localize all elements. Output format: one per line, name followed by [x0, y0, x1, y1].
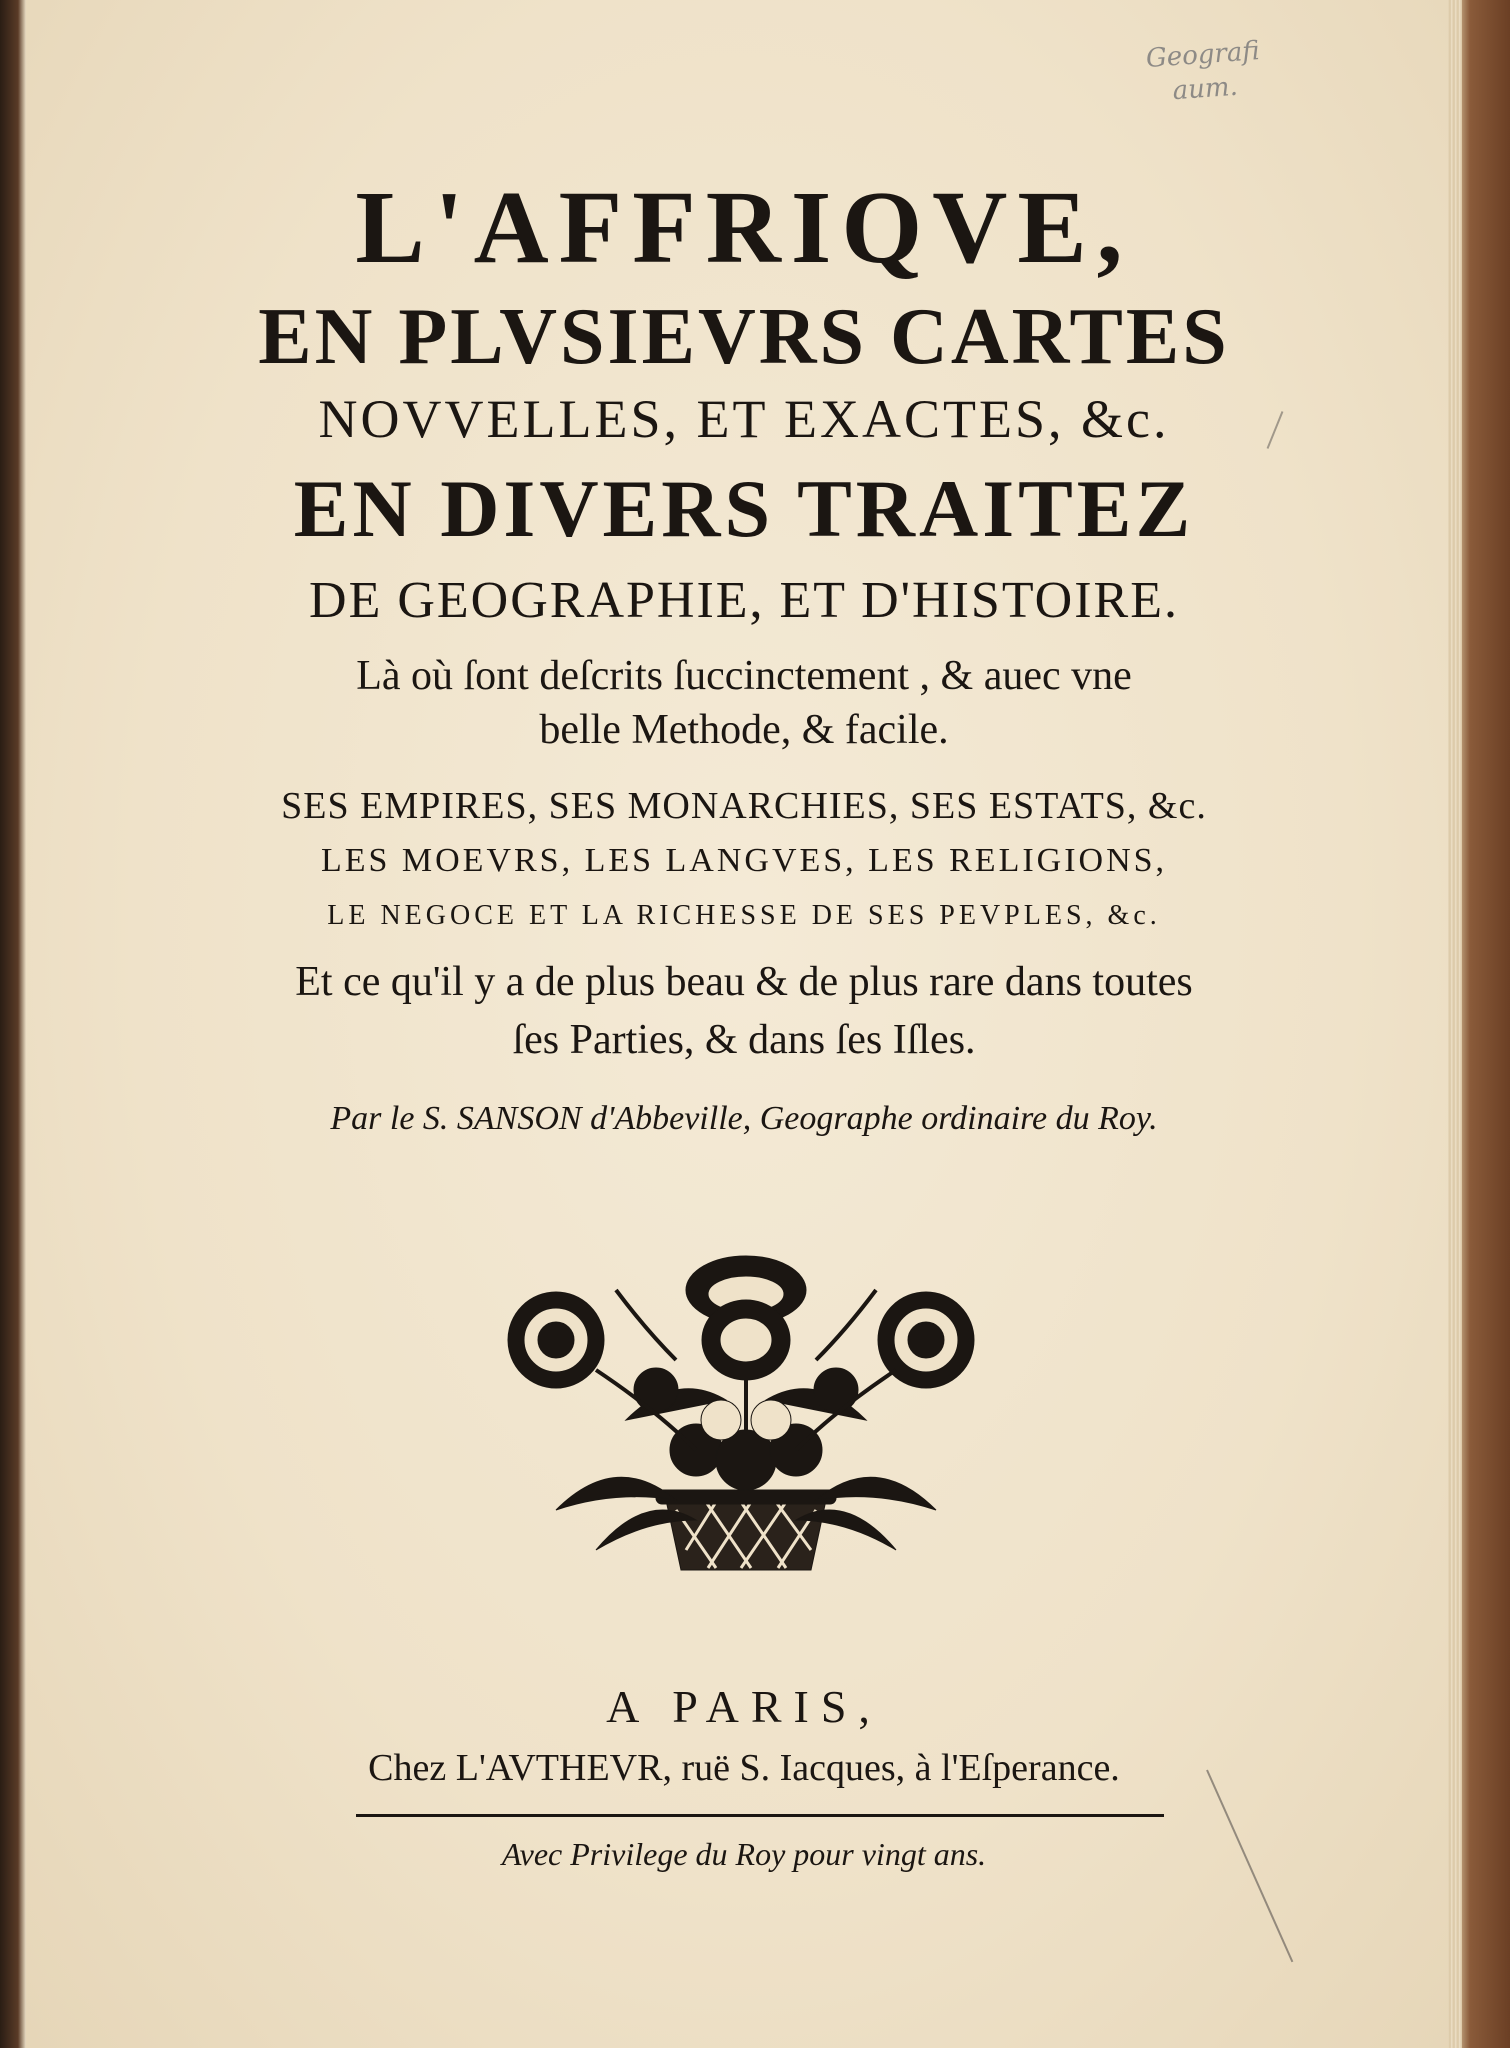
contents-line-4: Et ce qu'il y a de plus beau & de plus rare dans toutes	[295, 959, 1193, 1005]
description-line-1: Là où ſont deſcrits ſuccinctement , & auec vne	[356, 653, 1132, 699]
title-line-4: EN DIVERS TRAITEZ	[293, 463, 1195, 554]
title-line-3: NOVVELLES, ET EXACTES, &c.	[318, 389, 1170, 449]
title-page	[26, 0, 1462, 2048]
main-title: L'AFFRIQVE,	[355, 170, 1133, 285]
contents-line-5: ſes Parties, & dans ſes Iſles.	[512, 1017, 976, 1063]
handwritten-note-line-2: aum.	[1171, 71, 1239, 107]
imprint-publisher: Chez L'AVTHEVR, ruë S. Iacques, à l'Eſperance.	[368, 1747, 1120, 1789]
imprint-privilege: Avec Privilege du Roy pour vingt ans.	[501, 1836, 987, 1872]
author-line: Par le S. SANSON d'Abbeville, Geographe ordinaire du Roy.	[330, 1100, 1158, 1137]
flower-basket-woodcut-icon	[496, 1250, 996, 1580]
handwritten-note	[1122, 33, 1286, 112]
title-line-2: EN PLVSIEVRS CARTES	[258, 293, 1230, 381]
contents-line-1: SES EMPIRES, SES MONARCHIES, SES ESTATS, &c.	[281, 785, 1207, 827]
imprint-rule	[356, 1814, 1164, 1817]
title-line-5: DE GEOGRAPHIE, ET D'HISTOIRE.	[309, 572, 1179, 629]
handwritten-note-line-1: Geografi	[1145, 36, 1261, 74]
contents-line-2: LES MOEVRS, LES LANGVES, LES RELIGIONS,	[320, 842, 1168, 879]
description-line-2: belle Methode, & facile.	[539, 707, 949, 753]
imprint-city: A PARIS,	[606, 1681, 882, 1732]
contents-line-3: LE NEGOCE ET LA RICHESSE DE SES PEVPLES, &c.	[327, 900, 1161, 931]
